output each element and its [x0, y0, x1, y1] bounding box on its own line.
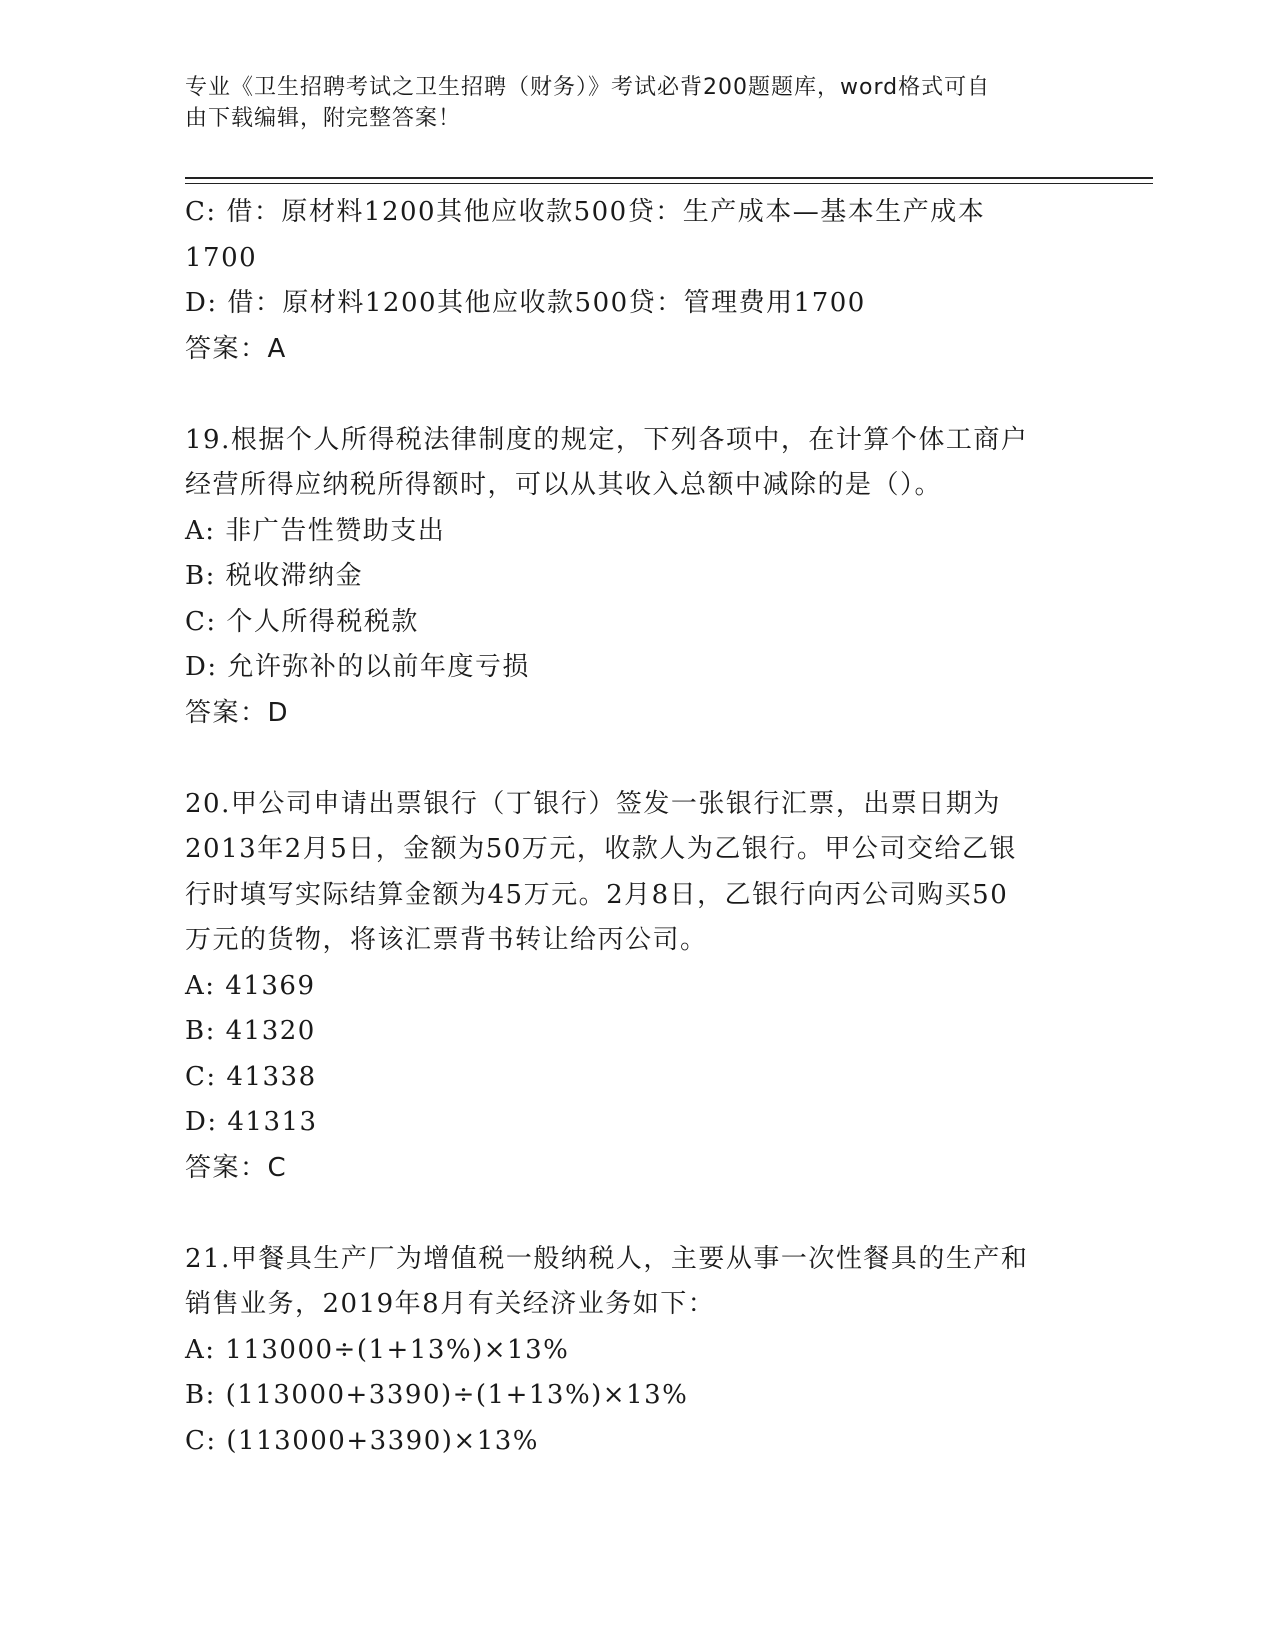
answer: 答案：A: [185, 333, 287, 364]
header-divider-thin: [185, 183, 1153, 184]
question-stem-line-1: 21.甲餐具生产厂为增值税一般纳税人，主要从事一次性餐具的生产和: [185, 1243, 1029, 1274]
option-d: D: 借：原材料1200其他应收款500贷：管理费用1700: [185, 288, 866, 318]
option-d: D: 允许弥补的以前年度亏损: [185, 652, 530, 682]
question-stem-line-2: 经营所得应纳税所得额时，可以从其收入总额中减除的是（）。: [185, 470, 943, 500]
question-stem-line-4: 万元的货物，将该汇票背书转让给丙公司。: [185, 925, 708, 955]
option-b: B: 税收滞纳金: [185, 561, 364, 591]
option-c: C: 个人所得税税款: [185, 606, 419, 637]
spacer: [185, 736, 1085, 782]
option-b: B: (113000+3390)÷(1+13%)×13%: [185, 1380, 689, 1410]
option-b: B: 41320: [185, 1016, 316, 1046]
option-c-line-2: 1700: [185, 242, 258, 273]
spacer: [185, 1191, 1085, 1237]
document-header: [185, 72, 1085, 134]
header-divider-thick: [185, 177, 1153, 179]
question-stem-line-1: 20.甲公司申请出票银行（丁银行）签发一张银行汇票，出票日期为: [185, 788, 1001, 819]
option-c: C: (113000+3390)×13%: [185, 1425, 539, 1456]
question-19: [185, 418, 1085, 737]
header-title-line-1: 专业《卫生招聘考试之卫生招聘（财务）》考试必背200题题库，word格式可自: [185, 75, 991, 100]
question-list: [185, 190, 1085, 1464]
option-a: A: 非广告性赞助支出: [185, 515, 446, 546]
question-20: [185, 782, 1085, 1192]
spacer: [185, 372, 1085, 418]
option-d: D: 41313: [185, 1107, 318, 1137]
header-title-line-2: 由下载编辑，附完整答案！: [185, 106, 462, 131]
question-18-continued: [185, 190, 1085, 372]
option-c-line-1: C: 借：原材料1200其他应收款500贷：生产成本—基本生产成本: [185, 197, 986, 227]
answer: 答案：D: [185, 697, 290, 728]
option-c: C: 41338: [185, 1061, 317, 1092]
question-stem-line-2: 销售业务，2019年8月有关经济业务如下：: [185, 1289, 716, 1319]
option-a: A: 41369: [185, 970, 316, 1001]
question-stem-line-3: 行时填写实际结算金额为45万元。2月8日，乙银行向丙公司购买50: [185, 879, 1009, 910]
option-a: A: 113000÷(1+13%)×13%: [185, 1334, 570, 1365]
question-21: [185, 1237, 1085, 1465]
answer: 答案：C: [185, 1152, 288, 1183]
question-stem-line-1: 19.根据个人所得税法律制度的规定，下列各项中，在计算个体工商户: [185, 424, 1029, 455]
question-stem-line-2: 2013年2月5日，金额为50万元，收款人为乙银行。甲公司交给乙银: [185, 834, 1017, 864]
